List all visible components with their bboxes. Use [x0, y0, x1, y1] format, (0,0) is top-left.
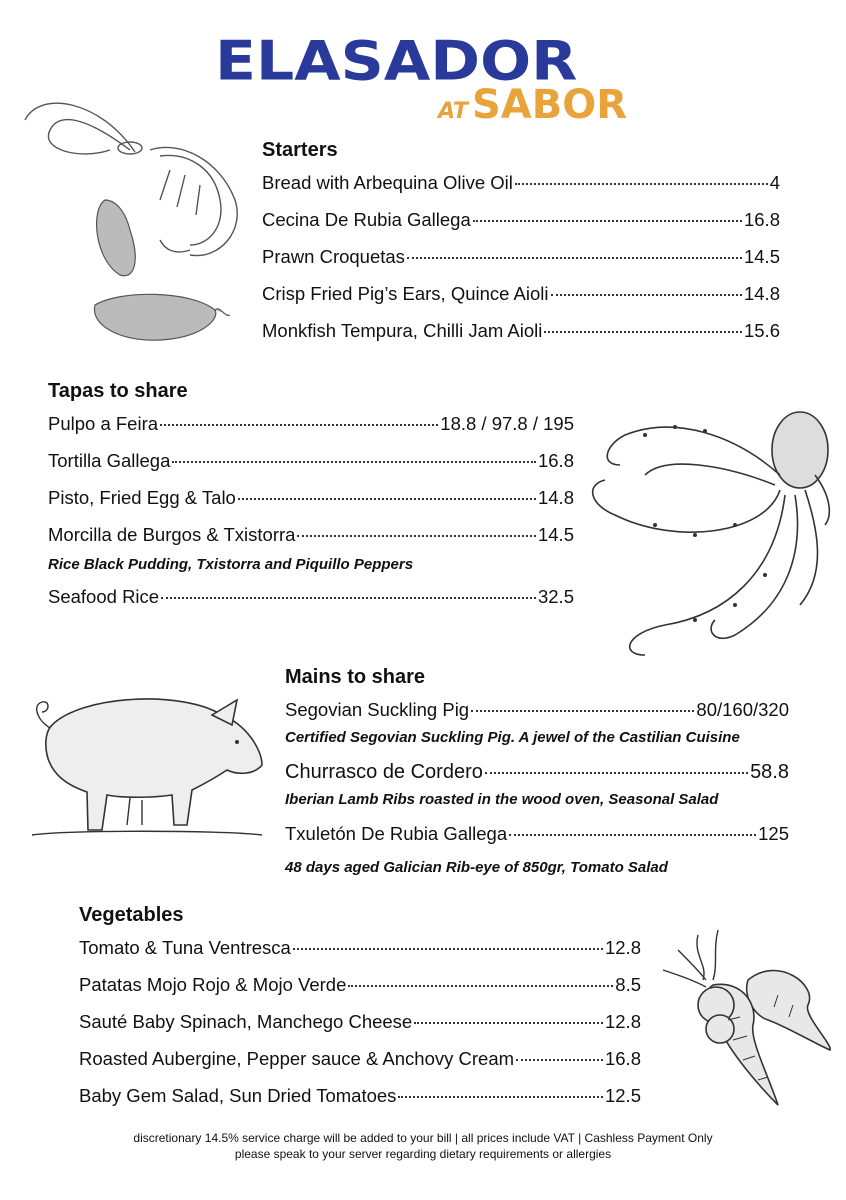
item-price: 18.8 / 97.8 / 195 [440, 413, 574, 434]
item-price: 12.8 [604, 1011, 641, 1032]
section-heading-starters: Starters [262, 139, 338, 161]
item-description: Rice Black Pudding, Txistorra and Piquillo Peppers [48, 556, 414, 573]
item-name: Morcilla de Burgos & Txistorra [48, 524, 296, 545]
logo-sabor: SABOR [471, 82, 627, 128]
item-price: 32.5 [537, 586, 574, 607]
item-name: Pulpo a Feira [48, 413, 159, 434]
item-price: 14.5 [743, 246, 780, 267]
item-price: 80/160/320 [696, 699, 789, 720]
item-price: 12.5 [604, 1085, 641, 1106]
menu-item [48, 485, 574, 511]
leader-dots [473, 219, 742, 222]
item-price: 16.8 [537, 450, 574, 471]
item-name: Segovian Suckling Pig [285, 699, 470, 720]
menu-item [285, 821, 789, 847]
item-price: 4 [769, 172, 780, 193]
item-price: 58.8 [750, 761, 789, 783]
menu-item [79, 1083, 641, 1109]
leader-dots [398, 1095, 603, 1098]
item-name: Patatas Mojo Rojo & Mojo Verde [79, 974, 347, 995]
item-description: Iberian Lamb Ribs roasted in the wood oven, Seasonal Salad [285, 791, 719, 808]
starters-list [262, 170, 780, 344]
logo-at-sabor [438, 82, 627, 128]
section-heading-vegetables: Vegetables [79, 904, 184, 926]
leader-dots [293, 947, 603, 950]
leader-dots [348, 984, 613, 987]
mains-list [285, 697, 789, 879]
leader-dots [551, 293, 742, 296]
leader-dots [172, 460, 536, 463]
item-price: 14.5 [537, 524, 574, 545]
menu-item [79, 1046, 641, 1072]
item-name: Seafood Rice [48, 586, 160, 607]
leader-dots [509, 833, 756, 836]
item-name: Monkfish Tempura, Chilli Jam Aioli [262, 320, 543, 341]
octopus-illustration [585, 395, 835, 675]
item-name: Roasted Aubergine, Pepper sauce & Anchovy Cream [79, 1048, 515, 1069]
item-description: Certified Segovian Suckling Pig. A jewel of the Castilian Cuisine [285, 729, 740, 746]
vegetables-list [79, 935, 641, 1109]
leader-dots [471, 709, 694, 712]
leader-dots [485, 771, 748, 774]
menu-item [262, 244, 780, 270]
item-name: Cecina De Rubia Gallega [262, 209, 471, 230]
item-name: Baby Gem Salad, Sun Dried Tomatoes [79, 1085, 397, 1106]
leader-dots [407, 256, 742, 259]
item-price: 14.8 [537, 487, 574, 508]
menu-item [262, 318, 780, 344]
leader-dots [544, 330, 742, 333]
prawn-illustration [20, 90, 260, 350]
menu-item [79, 972, 641, 998]
item-name: Crisp Fried Pig’s Ears, Quince Aioli [262, 283, 549, 304]
menu-item [48, 448, 574, 474]
item-price: 16.8 [743, 209, 780, 230]
menu-item [262, 207, 780, 233]
item-name: Pisto, Fried Egg & Talo [48, 487, 236, 508]
menu-item [262, 170, 780, 196]
item-name: Txuletón De Rubia Gallega [285, 823, 508, 844]
pig-illustration [22, 680, 272, 840]
item-name: Sauté Baby Spinach, Manchego Cheese [79, 1011, 413, 1032]
footer-line-service-charge: discretionary 14.5% service charge will be added to your bill | all prices include VAT | Cashless Payment Only [133, 1131, 713, 1145]
item-price: 12.8 [604, 937, 641, 958]
item-name: Bread with Arbequina Olive Oil [262, 172, 513, 193]
item-name: Tortilla Gallega [48, 450, 171, 471]
menu-item [48, 584, 574, 610]
leader-dots [161, 596, 536, 599]
item-price: 125 [758, 823, 789, 844]
item-name: Prawn Croquetas [262, 246, 405, 267]
menu-item [79, 1009, 641, 1035]
section-heading-tapas: Tapas to share [48, 380, 188, 402]
menu-item [48, 522, 574, 548]
leader-dots [297, 534, 536, 537]
menu-item [262, 281, 780, 307]
leader-dots [414, 1021, 603, 1024]
item-name: Churrasco de Cordero [285, 761, 483, 783]
item-price: 14.8 [743, 283, 780, 304]
leader-dots [516, 1058, 603, 1061]
leader-dots [238, 497, 536, 500]
menu-item [285, 759, 789, 785]
tapas-list [48, 411, 574, 610]
footer-notice [0, 1130, 846, 1162]
menu-item [285, 697, 789, 723]
leader-dots [160, 423, 438, 426]
logo-at: AT [438, 99, 468, 124]
item-description: 48 days aged Galician Rib-eye of 850gr, Tomato Salad [285, 859, 668, 876]
carrot-illustration [658, 925, 838, 1115]
footer-line-dietary: please speak to your server regarding dietary requirements or allergies [234, 1147, 612, 1161]
item-price: 8.5 [615, 974, 641, 995]
leader-dots [515, 182, 768, 185]
section-heading-mains: Mains to share [285, 666, 426, 688]
item-price: 15.6 [743, 320, 780, 341]
menu-item [48, 411, 574, 437]
menu-item [79, 935, 641, 961]
logo-el-asador: ELASADOR [215, 30, 578, 93]
item-price: 16.8 [604, 1048, 641, 1069]
item-name: Tomato & Tuna Ventresca [79, 937, 291, 958]
